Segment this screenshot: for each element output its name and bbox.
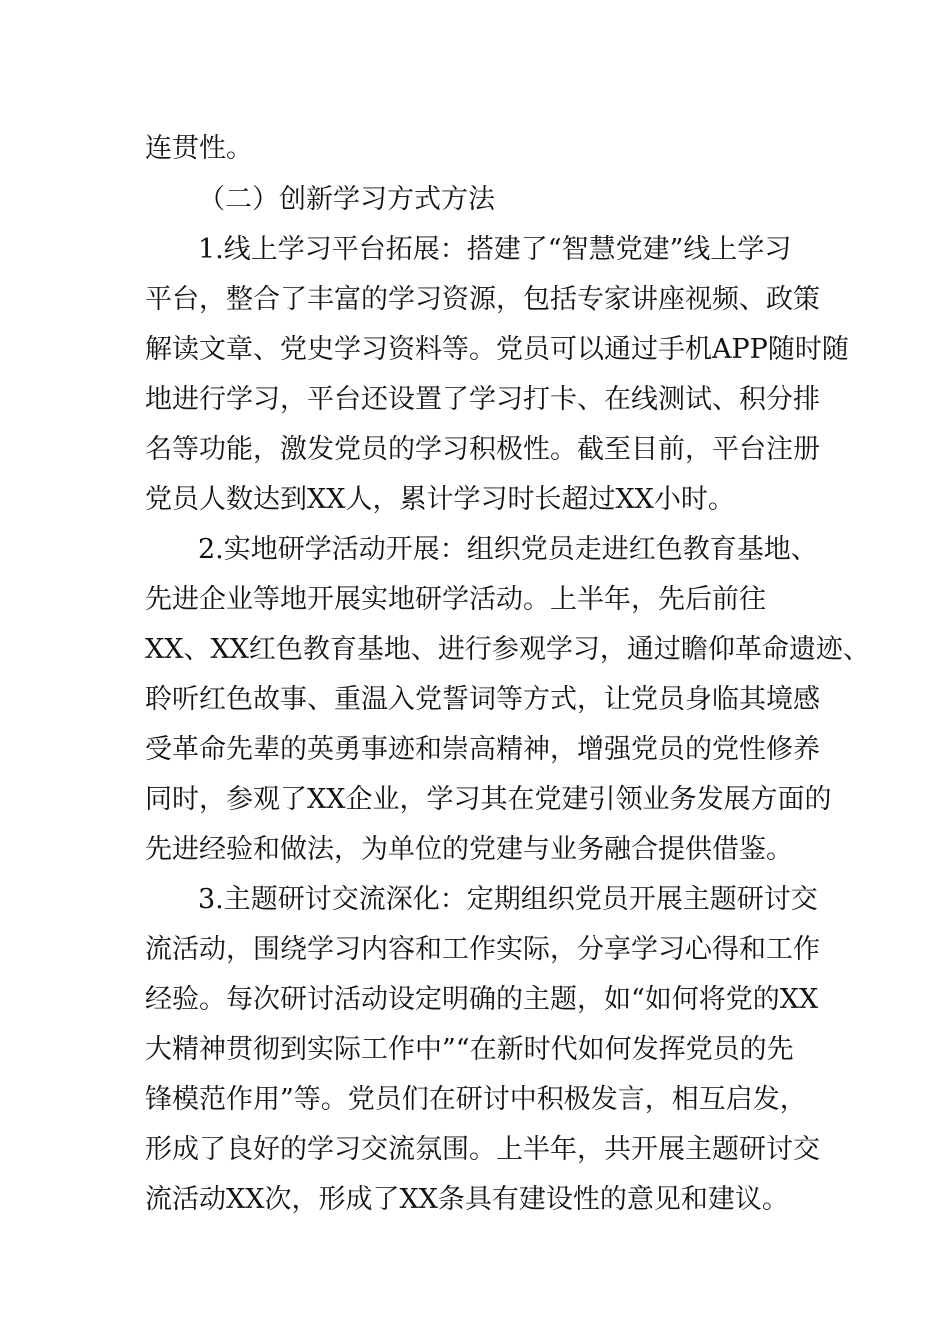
paragraph-3-line-6: 形成了良好的学习交流氛围。上半年，共开展主题研讨交 (145, 1134, 820, 1165)
paragraph-1-line-1: 1.线上学习平台拓展：搭建了“智慧党建”线上学习 (198, 234, 792, 265)
paragraph-3-line-2: 流活动，围绕学习内容和工作实际，分享学习心得和工作 (145, 934, 820, 965)
paragraph-1-line-2: 平台，整合了丰富的学习资源，包括专家讲座视频、政策 (145, 284, 820, 315)
section-heading: （二）创新学习方式方法 (198, 184, 495, 215)
paragraph-1-line-6: 党员人数达到XX人，累计学习时长超过XX小时。 (145, 484, 735, 515)
paragraph-2-line-6: 同时，参观了XX企业，学习其在党建引领业务发展方面的 (145, 784, 832, 815)
paragraph-3-line-1: 3.主题研讨交流深化：定期组织党员开展主题研讨交 (198, 884, 818, 915)
paragraph-2-line-7: 先进经验和做法，为单位的党建与业务融合提供借鉴。 (145, 834, 793, 865)
paragraph-2-line-3: XX、XX红色教育基地、进行参观学习，通过瞻仰革命遗迹、 (145, 634, 870, 665)
paragraph-1-line-3: 解读文章、党史学习资料等。党员可以通过手机APP随时随 (145, 334, 849, 365)
paragraph-2-line-1: 2.实地研学活动开展：组织党员走进红色教育基地、 (198, 534, 818, 565)
paragraph-1-line-5: 名等功能，激发党员的学习积极性。截至目前，平台注册 (145, 434, 820, 465)
text-line-continuation: 连贯性。 (145, 133, 253, 164)
paragraph-2-line-2: 先进企业等地开展实地研学活动。上半年，先后前往 (145, 584, 766, 615)
paragraph-3-line-7: 流活动XX次，形成了XX条具有建设性的意见和建议。 (145, 1184, 789, 1215)
paragraph-3-line-3: 经验。每次研讨活动设定明确的主题，如“如何将党的XX (145, 984, 819, 1015)
paragraph-2-line-4: 聆听红色故事、重温入党誓词等方式，让党员身临其境感 (145, 684, 820, 715)
paragraph-3-line-4: 大精神贯彻到实际工作中”“在新时代如何发挥党员的先 (145, 1034, 794, 1065)
paragraph-2-line-5: 受革命先辈的英勇事迹和崇高精神，增强党员的党性修养 (145, 734, 820, 765)
paragraph-1-line-4: 地进行学习，平台还设置了学习打卡、在线测试、积分排 (145, 384, 820, 415)
paragraph-3-line-5: 锋模范作用”等。党员们在研讨中积极发言，相互启发， (145, 1084, 807, 1115)
